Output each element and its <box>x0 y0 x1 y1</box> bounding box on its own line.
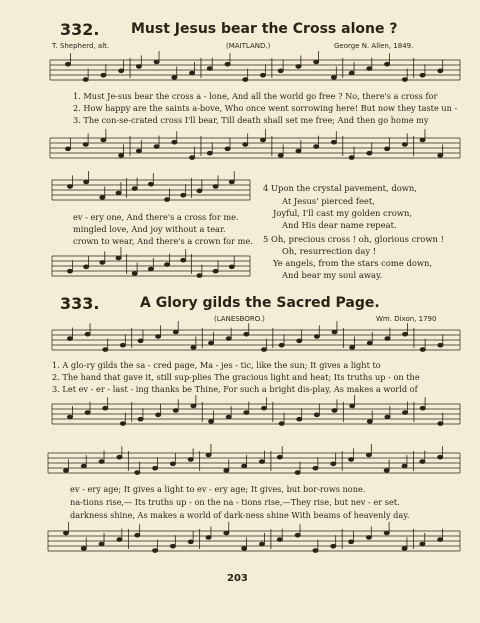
hymn-332-bass-1-note <box>154 145 159 149</box>
hymn-332-verse4-line2: At Jesus' pierced feet, <box>282 196 375 206</box>
hymn-333-treble-1-note <box>244 332 249 336</box>
hymn-333-bass-1-note <box>332 409 337 413</box>
hymn-332-bass-2-note <box>67 269 72 273</box>
hymn-332-tune: (MAITLAND.) <box>226 42 271 50</box>
hymn-332-bass-2-note <box>84 265 89 269</box>
hymn-333-bass-1-note <box>350 404 355 408</box>
hymn-332-treble-1-note <box>260 73 265 77</box>
hymn-333-bass-2-note <box>170 544 175 548</box>
hymn-332-bass-1-note <box>278 154 283 158</box>
hymn-332-treble-1-note <box>420 73 425 77</box>
hymn-332-verse5-line1: 5 Oh, precious cross ! oh, glorious crown ! <box>263 234 444 244</box>
hymn-333-bass-1-note <box>367 420 372 424</box>
hymn-332-verse5-line3: Ye angels, from the stars come down, <box>273 258 433 268</box>
hymn-333-treble-1-note <box>120 343 125 347</box>
hymn-333-bass-2-note <box>63 531 68 535</box>
hymn-333-treble-1-note <box>279 343 284 347</box>
hymn-332-bass-1-note <box>207 151 212 155</box>
hymn-332-author: George N. Allen, 1849. <box>334 42 414 50</box>
hymn-333-treble-2-note <box>170 462 175 466</box>
hymn-332-bass-2-note <box>197 274 202 278</box>
hymn-332-bass-1-note <box>101 138 106 142</box>
hymn-333-treble-1-note <box>420 348 425 352</box>
hymn-333-treble-2-note <box>152 466 157 470</box>
hymn-332-bass-2-note <box>116 256 121 260</box>
hymn-333-bass-2-note <box>259 542 264 546</box>
hymn-333-treble-2-note <box>313 466 318 470</box>
hymn-332-verse1-line: 1. Must Je-sus bear the cross a - lone, And all the world go free ? No, there's a cross for <box>73 91 438 101</box>
hymn-332-bass-1-note <box>172 140 177 144</box>
hymn-333-treble-1-note <box>138 339 143 343</box>
hymn-332-treble-1-note <box>207 67 212 71</box>
hymn-333-treble-1-note <box>226 337 231 341</box>
hymn-333-title: A Glory gilds the Sacred Page. <box>140 295 380 311</box>
hymn-333-treble-2-note <box>277 455 282 459</box>
hymn-332-treble-2-note <box>181 193 186 197</box>
hymn-332-number: 332. <box>60 20 100 39</box>
hymn-333-treble-2-note <box>242 464 247 468</box>
hymn-333-bass-1-note <box>120 422 125 426</box>
hymn-332-bass-2-note <box>148 267 153 271</box>
hymn-333-bass-1-note <box>138 417 143 421</box>
hymn-332-treble-1-note <box>367 67 372 71</box>
hymn-333-treble-1-note <box>173 330 178 334</box>
hymn-332-bass-1-note <box>225 147 230 151</box>
hymn-333-bass-1-note <box>208 420 213 424</box>
hymn-333-treble-1-note <box>438 343 443 347</box>
hymn-332-treble-1-note <box>314 60 319 64</box>
hymn-333-bass-1-note <box>314 413 319 417</box>
hymn-332-bass-1-note <box>420 138 425 142</box>
hymn-333-treble-1-note <box>402 332 407 336</box>
hymn-333-bass-2-note <box>402 547 407 551</box>
hymn-333-treble-2-note <box>295 471 300 475</box>
hymn-333-bass-1-note <box>226 415 231 419</box>
hymn-333-treble-2-note <box>188 458 193 462</box>
hymn-333-treble-2-note <box>402 464 407 468</box>
hymn-332-bass-1-note <box>136 149 141 153</box>
hymn-332-bass-2-note <box>132 272 137 276</box>
hymn-332-verse4-line4: And His dear name repeat. <box>282 220 397 230</box>
hymn-332-bass-1-note <box>331 140 336 144</box>
hymn-332-bass-1-note <box>296 149 301 153</box>
hymn-333-treble-1-note <box>67 337 72 341</box>
hymn-333-treble-2-note <box>259 460 264 464</box>
hymn-333-bass-1-note <box>438 422 443 426</box>
hymn-333-bass-2-note <box>384 531 389 535</box>
hymn-332-treble-2-note <box>229 180 234 184</box>
hymn-333-treble-1-note <box>314 335 319 339</box>
hymn-332-treble-1-note <box>83 78 88 82</box>
hymn-333-treble-1-note <box>85 332 90 336</box>
hymn-333-bass-2-note <box>206 536 211 540</box>
hymn-332-bass-1-note <box>402 143 407 147</box>
hymn-332-bass-2-note <box>181 258 186 262</box>
hymn-333-bass-1-note <box>191 404 196 408</box>
hymn-333-bass-2-note <box>366 536 371 540</box>
hymn-333-treble-1-note <box>261 348 266 352</box>
hymn-333-treble-2-note <box>117 455 122 459</box>
hymn-332-bass-1-note <box>367 151 372 155</box>
hymn-332-treble-2-note <box>213 185 218 189</box>
hymn-333-verse1-line: 1. A glo-ry gilds the sa - cred page, Ma - jes - tic, like the sun; It gives a light to <box>52 360 381 370</box>
hymn-332-treble-1-note <box>119 69 124 73</box>
hymn-332-verse5-line2: Oh, resurrection day ! <box>282 246 377 256</box>
hymn-333-bass-1-note <box>67 415 72 419</box>
hymn-333-bass-1-note <box>173 409 178 413</box>
hymn-332-treble-2-note <box>84 180 89 184</box>
hymn-333-ending-line2: na-tions rise,— Its truths up - on the na - tions rise,—They rise, but nev - er set. <box>70 497 400 507</box>
hymn-333-bass-1-note <box>85 411 90 415</box>
hymn-333-bass-2-note <box>348 540 353 544</box>
hymn-333-bass-1-note <box>385 415 390 419</box>
hymn-333-treble-2-note <box>384 469 389 473</box>
hymn-333-bass-1-note <box>297 417 302 421</box>
hymn-333-treble-2-note <box>99 460 104 464</box>
hymn-333-treble-2-note <box>224 469 229 473</box>
hymn-333-treble-1-note <box>103 348 108 352</box>
hymn-333-treble-1-note <box>156 335 161 339</box>
hymn-332-ending-line1: ev - ery one, And there's a cross for me. <box>73 212 239 222</box>
hymn-332-verse4-line1: 4 Upon the crystal pavement, down, <box>263 183 417 193</box>
hymn-333-bass-2-note <box>135 533 140 537</box>
hymn-332-treble-2-note <box>100 196 105 200</box>
hymn-332-treble-2-note <box>132 187 137 191</box>
hymn-332-treble-2-note <box>197 189 202 193</box>
hymn-332-bass-1-note <box>384 147 389 151</box>
hymn-333-bass-2-note <box>81 547 86 551</box>
hymn-332-treble-1-note <box>402 78 407 82</box>
hymn-332-bass-1-note <box>119 154 124 158</box>
hymn-332-treble-1-note <box>331 76 336 80</box>
hymn-332-bass-1-note <box>349 156 354 160</box>
hymn-333-bass-2-note <box>295 533 300 537</box>
hymn-333-bass-2-note <box>331 544 336 548</box>
hymn-333-treble-2-note <box>81 464 86 468</box>
hymn-332-title: Must Jesus bear the Cross alone ? <box>131 21 398 37</box>
hymn-333-treble-2-note <box>331 462 336 466</box>
hymn-333-bass-2-note <box>438 538 443 542</box>
hymn-332-bass-2-note <box>100 261 105 265</box>
hymn-332-treble-1-note <box>189 71 194 75</box>
hymn-333-bass-1-note <box>156 413 161 417</box>
hymn-333-treble-1-note <box>332 330 337 334</box>
hymn-333-bass-1-note <box>279 422 284 426</box>
hymn-333-treble-2-note <box>438 455 443 459</box>
hymn-332-treble-1-note <box>101 73 106 77</box>
hymn-332-bass-2-note <box>213 269 218 273</box>
hymn-332-treble-1-note <box>243 78 248 82</box>
hymn-333-author: Wm. Dixon, 1790 <box>376 315 437 323</box>
hymn-332-bass-1-note <box>243 143 248 147</box>
hymn-332-treble-2-note <box>116 191 121 195</box>
hymn-332-bass-1-note <box>65 147 70 151</box>
hymn-333-treble-2-note <box>420 460 425 464</box>
hymn-332-bass-2-note <box>164 263 169 267</box>
hymn-332-treble-1-note <box>154 60 159 64</box>
hymn-333-treble-2-note <box>366 453 371 457</box>
hymn-332-treble-1-note <box>136 65 141 69</box>
hymn-333-bass-1-note <box>420 406 425 410</box>
hymn-332-treble-2-note <box>67 185 72 189</box>
hymn-333-treble-2-note <box>206 453 211 457</box>
hymn-333-bass-2-note <box>277 538 282 542</box>
hymn-332-bass-1-note <box>314 145 319 149</box>
hymn-332-verse4-line3: Joyful, I'll cast my golden crown, <box>273 208 413 218</box>
hymn-332-bass-1-note <box>189 156 194 160</box>
hymn-333-bass-2-note <box>420 542 425 546</box>
hymn-332-treble-1-note <box>65 62 70 66</box>
hymn-332-treble-1-note <box>225 62 230 66</box>
hymn-333-ending-line3: darkness shine, As makes a world of dark-ness shine With beams of heavenly day. <box>70 510 410 520</box>
hymn-332-treble-2-note <box>148 182 153 186</box>
hymn-333-number: 333. <box>60 294 100 313</box>
hymn-333-bass-1-note <box>244 411 249 415</box>
hymn-333-verse3-line: 3. Let ev - er - last - ing thanks be Thine, For such a bright dis-play, As makes a world of <box>52 384 418 394</box>
hymn-332-treble-1-note <box>296 65 301 69</box>
hymn-333-bass-2-note <box>224 531 229 535</box>
hymn-333-treble-2-note <box>135 471 140 475</box>
hymn-332-treble-1-note <box>278 69 283 73</box>
hymn-332-bass-2-note <box>229 265 234 269</box>
hymn-332-treble-2-note <box>164 198 169 202</box>
hymn-332-verse5-line4: And bear my soul away. <box>282 270 383 280</box>
hymn-333-treble-1-note <box>385 337 390 341</box>
hymn-333-treble-2-note <box>63 469 68 473</box>
hymn-332-ending-line3: crown to wear, And there's a crown for me. <box>73 236 253 246</box>
hymn-333-tune: (LANESBORO.) <box>214 315 265 323</box>
hymn-333-treble-1-note <box>350 346 355 350</box>
page-number: 203 <box>227 573 248 584</box>
hymn-333-bass-1-note <box>103 406 108 410</box>
hymn-333-bass-2-note <box>117 538 122 542</box>
hymn-333-bass-2-note <box>152 549 157 553</box>
hymn-333-bass-2-note <box>242 547 247 551</box>
hymn-333-treble-1-note <box>367 341 372 345</box>
hymn-332-verse3-line: 3. The con-se-crated cross I'll bear, Till death shall set me free; And then go home my <box>73 115 429 125</box>
hymn-333-treble-1-note <box>191 346 196 350</box>
hymn-332-treble-1-note <box>438 69 443 73</box>
hymn-333-bass-2-note <box>188 540 193 544</box>
hymn-333-verse2-line: 2. The hand that gave it, still sup-plies The gracious light and heat; Its truths up - on the <box>52 372 420 382</box>
hymn-332-bass-1-note <box>83 143 88 147</box>
hymn-333-bass-2-note <box>313 549 318 553</box>
hymn-333-bass-2-note <box>99 542 104 546</box>
hymn-332-treble-1-note <box>384 62 389 66</box>
hymn-333-bass-1-note <box>261 406 266 410</box>
hymn-332-treble-1-note <box>349 71 354 75</box>
hymn-333-treble-1-note <box>208 341 213 345</box>
hymn-333-bass-1-note <box>402 411 407 415</box>
hymn-332-ending-line2: mingled love, And joy without a tear. <box>73 224 226 234</box>
hymn-332-bass-1-note <box>438 154 443 158</box>
hymn-332-treble-1-note <box>172 76 177 80</box>
hymn-333-treble-1-note <box>297 339 302 343</box>
hymn-333-ending-line1: ev - ery age; It gives a light to ev - ery age; It gives, but bor-rows none. <box>70 484 366 494</box>
hymn-332-verse2-line: 2. How happy are the saints a-bove, Who once went sorrowing here! But now they taste un - <box>73 103 458 113</box>
hymn-333-treble-2-note <box>348 458 353 462</box>
hymn-332-bass-1-note <box>260 138 265 142</box>
hymn-332-composer: T. Shepherd, alt. <box>52 42 110 50</box>
